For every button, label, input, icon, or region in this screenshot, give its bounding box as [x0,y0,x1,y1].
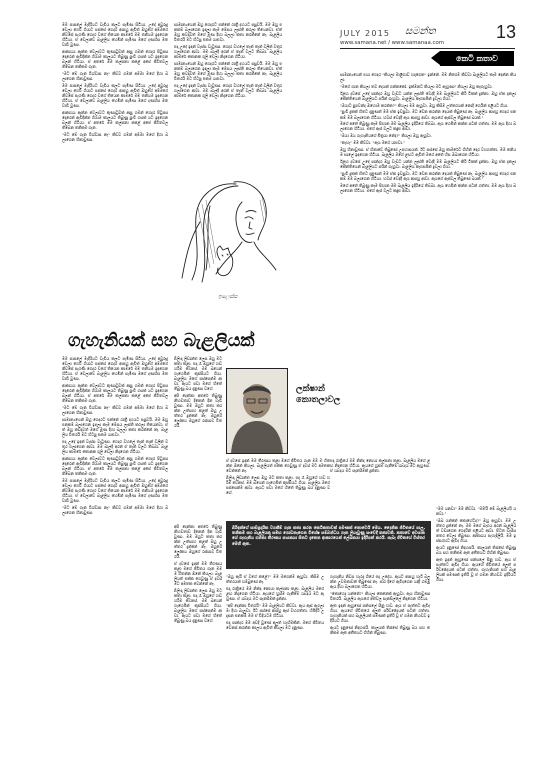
paragraph: එදා උදේ ඉඳන් වැස්ස වැටුණා. ගෙදර වහලේ තැන් තැන් වලින් වතුර ගලාගෙන ආවා. මම බාල්දි අරන් ඒ තැන් වලට තිබ්බා. බැළලිය කාමරේ කොනක ගුලි වෙලා නිදාගෙන හිටියා. [174,82,282,98]
paragraph: බිලිංදා ලීඩාන්ත ලෙස ඔහු මට කතා කළා. එදා රෑ ඔහුගේ හඬ හරිම වෙනස්. මම බයෙන් ගැහෙමින් කුස්සියට ගියා. බැළලිය මගේ පස්සෙන්ම ආවා. ඇයට පවා මගේ හිතේ තිබුණු බය දැනුණා වගේ. [174,356,222,392]
paragraph: ඔහු හිනාවුණා. ඒ හිනාවේ තිබුණේ උපහාසයක්. ඊට පස්සේ ඔහු කාමරේට ගිහින් දොර වහගත්තා. මම තනියම සාලේ ඉඳගෙන හිටියා. බැළලිය මගේ ළඟට ඇවිත් මගේ අතේ හිස ඔබාගෙන හිටියා. [340,146,516,157]
story-column-1b [62,356,168,752]
paragraph: ඈත ඉඳන් ඇහුණේ පන්සලේ සීනු හඬ. ඇය ඒ පැත්තට ඇවිද ගියා. ඇයගේ ජීවිතයේ අලුත් පරිච්ඡේදයක් පටන් ගත්තා. ගැහැනියක් සහ බැළලියක් පමණක් ඉතිරි වූ ඒ ගමන නිහඬව ඉදිරියට ගියා. [436,556,516,582]
paragraph: මම පාසලේ මැදිරියට වැඩිය කලට පැමිණ සිටියා. උදේ අවුරුදු වෙලා ගෙවී ගියාට පස්සේ ගෙදර ආපහු ඇවිත් ඔහුගේ අම්මගේ නිවසේ පැරණි ගෙදර වගේ තියෙන කාමරේ මම තනියම ඉඳගෙන හිටියා. ඒ වෙලාවේ බැළලිය හෙමින් පැමිණ මගේ දණහිස මත වාඩි වුණා. [62,356,168,382]
paragraph: එදා උදේ ඉඳන් වැස්ස වැටුණා. ගෙදර වහලේ තැන් තැන් වලින් වතුර ගලාගෙන ආවා. මම බාල්දි අරන් ඒ තැන් වලට තිබ්බා. බැළලිය කාමරේ කොනක ගුලි වෙලා නිදාගෙන හිටියා. [62,438,168,454]
paragraph: ඊළඟ දවසේ උදේ පාන්දර ඔහු වැඩට යන්න ලෑස්ති වෙද්දී මම බැළලියට කිරි ටිකක් දුන්නා. ඔහු ඒක දැකලා කේන්තියෙන් බැළලියට පයින් ගැහුවා. බැළලිය කෑගසමින් දුවලා ගියා. [340,158,516,169]
story-column-7 [436,506,516,752]
woman-sketch-illustration [176,178,284,290]
paragraph: "ඔයා ඔය ගැහැනියගේ මිත්‍රයා නේද?" කියලා ඔහු ඇහුවා. [340,133,432,139]
paragraph: සාමාන්‍යයෙන් ඔහු ගෙදරට එන්නේ රාත්‍රී දහයට පසුවයි. මම ඔහු එනකම් බලාගෙන ඉඳලා කෑම මේසය ලෑස්ති කරලා තියෙනවා. ඒත් ඔහු කවදාවත් මගේ මූණ දිහා බලලා කතා කරන්නේ නෑ. බැළලිය විතරයි මට හිටපු එකම යාළුවා. [174,22,282,43]
paragraph: සාමාන්‍යයෙන් ඔහු ගෙදරට එන්නේ රාත්‍රී දහයට පසුවයි. මම ඔහු එනකම් බලාගෙන ඉඳලා කෑම මේසය ලෑස්ති කරලා තියෙනවා. ඒත් ඔහු කවදාවත් මගේ මූණ දිහා බලලා කතා කරන්නේ නෑ. බැළලිය විතරයි මට හිටපු එකම යාළුවා. [174,60,282,82]
paragraph: බිලිංදා ලීඩාන්ත ලෙස ඔහු මට කතා කළා. එදා රෑ ඔහුගේ හඬ හරිම වෙනස්. මම බයෙන් ගැහෙමින් කුස්සියට ගියා. බැළලිය මගේ පස්සෙන්ම ආවා. ඇයට පවා මගේ හිතේ තිබුණු බය දැනුණා වගේ. [226,474,330,496]
paragraph: අපි දෙන්නා අතරේ තිබුණු නිහඬතාව දිනෙන් දින වැඩි වුණා. මම ඔහුට කතා කරන්න උත්සාහ කළත් ඔහු උත්තර දුන්නේ නෑ. ඔහුගේ ලෝකය ඔහුගේ රස්සාව විතරයි. [174,524,222,560]
story-title: ගැහැනියක් සහ බැළලියක් [68,331,255,351]
paragraph: සාමාන්‍යයෙන් ඔහු ගෙදරට එන්නේ රාත්‍රී දහයට පසුවයි. මම ඔහු එනකම් බලාගෙන ඉඳලා කෑම මේසය ලෑස්ති කරලා තියෙනවා. ඒත් ඔහු කවදාවත් මගේ මූණ දිහා බලලා කතා කරන්නේ නෑ. බැළලිය විතරයි මට හිටපු එකම යාළුවා. [62,416,168,438]
illustrator-signature: ඉලෙස්ස [218,294,238,300]
section-label: කෙටි කතාව [440,51,514,66]
paragraph: ආකාශය ඇන්න වෙලාවට කුණාටුවක් ආපු ගමන් ගෙදර පිටුපස දොරෙන් ඇවිදින්න ගියාම කාලයට තිබුණු පුංචි ගසක් යට ඉඳගෙන බලන් හිටියා. ඒ අතරේ මම කල්පනා කළේ අපේ ජීවිතවල තිබෙන තනිකම ගැන. [62,455,168,476]
story-column-1 [62,22,168,320]
paragraph: එදා රාත්‍රියේ මම නින්ද නොයා කල්පනා කළා. බැළලිය මගේ ළඟ නිදාගෙන හිටියා. ඇයගේ හුස්ම ගැනීමේ ශබ්දය මට ඇහුණා. ඒ ශබ්දය මට සැනසීමක් දුන්නා. [226,585,324,601]
paragraph: ඇයට දැනුණේ නිදහසයි. කාලයක් තිස්සේ තිබුණු බය සහ තනිකම ඈත අතීතයට ගිහින් තිබුණා. [330,624,430,635]
paragraph: ආකාශය ඇන්න වෙලාවට කුණාටුවක් ආපු ගමන් ගෙදර පිටුපස දොරෙන් ඇවිදින්න ගියාම කාලයට තිබුණු පුංචි ගසක් යට ඉඳගෙන බලන් හිටියා. ඒ අතරේ මම කල්පනා කළේ අපේ ජීවිතවල තිබෙන තනිකම ගැන. [62,49,168,70]
paragraph: එදා රාත්‍රියේ මම නින්ද නොයා කල්පනා කළා. බැළලිය මගේ ළඟ නිදාගෙන හිටියා. ඇයගේ හුස්ම ගැනීමේ ශබ්දය මට ඇහුණා. ඒ ශබ්දය මට සැනසීමක් දුන්නා. [330,458,430,474]
header-rule [340,48,515,49]
paragraph: "පුංචි දුකක් හිතට දැනුණත් මම ඒක ඉවසුවා. මට වෙන කරන්න දෙයක් තිබුණේ නෑ. බැළලිය ආපහු ගෙදර එනකම් මම බලාගෙන හිටියා. හවස් වෙද්දී ඇය ආපහු ආවා. ඇයගේ ඇස්වල තිබුණේ බයක්." [340,170,516,181]
paragraph: ආකාශය ඇන්න වෙලාවට කුණාටුවක් ආපු ගමන් ගෙදර පිටුපස දොරෙන් ඇවිදින්න ගියාම කාලයට තිබුණු පුංචි ගසක් යට ඉඳගෙන බලන් හිටියා. ඒ අතරේ මම කල්පනා කළේ අපේ ජීවිතවල තිබෙන තනිකම ගැන. [62,383,168,404]
paragraph: "මට මේ ගැන විශ්වාස නෑ" කිව්ව ගමන් අම්මා මගේ දිහා බලාගෙන හිනාවුණා. [62,71,168,82]
paragraph: බිලිංදා ලීඩාන්ත ලෙස ඔහු මට කතා කළා. එදා රෑ ඔහුගේ හඬ හරිම වෙනස්. මම බයෙන් ගැහෙමින් කුස්සියට ගියා. බැළලිය මගේ පස්සෙන්ම ආවා. ඇයට පවා මගේ හිතේ තිබුණු බය දැනුණා වගේ. [174,588,222,624]
paragraph: "මට මේ ගැන විශ්වාස නෑ" කිව්ව ගමන් අම්මා මගේ දිහා බලාගෙන හිනාවුණා. [62,405,168,416]
paragraph: අපි දෙන්නා අතරේ තිබුණු නිහඬතාව දිනෙන් දින වැඩි වුණා. මම ඔහුට කතා කරන්න උත්සාහ කළත් ඔහු උත්තර දුන්නේ නෑ. ඔහුගේ ලෝකය ඔහුගේ රස්සාව විතරයි. [174,393,222,429]
paragraph: ආකාශය ඇන්න වෙලාවට කුණාටුවක් ආපු ගමන් ගෙදර පිටුපස දොරෙන් ඇවිදින්න ගියාම කාලයට තිබුණු පුංචි ගසක් යට ඉඳගෙන බලන් හිටියා. ඒ අතරේ මම කල්පනා කළේ අපේ ජීවිතවල තිබෙන තනිකම ගැන. [62,109,168,131]
page-number: 13 [496,22,517,42]
paragraph: එදා උදේ ඉඳන් වැස්ස වැටුණා. ගෙදර වහලේ තැන් තැන් වලින් වතුර ගලාගෙන ආවා. මම බාල්දි අරන් ඒ තැන් වලට තිබ්බා. බැළලිය කාමරේ කොනක ගුලි වෙලා නිදාගෙන හිටියා. [174,43,282,60]
story-column-5 [226,574,324,752]
paragraph: "මට මේ ගැන විශ්වාස නෑ" කිව්ව ගමන් අම්මා මගේ දිහා බලාගෙන හිනාවුණා. [62,504,168,515]
paragraph: "අපි දෙන්නා විතරයි" මම බැළලියට කිව්වා. ඇය ඇස් ඇරලා මං දිහා බැලුවා. ඊට පස්සේ ආපහු ඇස් වහගත්තා. හිමිදිරි උදෑසන එනකම් මම ඒ විදියටම හිටියා. [226,602,324,618]
story-column-2b [174,356,222,518]
paragraph: "නැහැ" මම කිව්වා. "ඇය මගේ යාළුවා." [340,140,406,146]
pull-quote-box: බිරිඳක්ගේ සාම්ප්‍රදායික වගකීම් ගැන කතා කරන කෙටිකතාවක් පමණක් නොවෙයි මෙය. දෛනික ජීවිතයේ පාලු, තනිකම සහ බැළලියකු සමඟ ගොඩනැගෙන විශේෂ සම්බන්ධය ගැන ලියැවුණු සංවේදී කතාවකි. කතාවේ අවසානයේ ගැහැනිය ගන්නා තීරණය පාඨකයා සිතට දැනෙන ආකාරයෙන් ලේඛකයා ඉදිරිපත් කරයි. සැබෑ ජීවිතයේ විස්තර මෙහි ඇත. [226,521,431,569]
paragraph: මගේ අතේ තිබුණු කෑම පිඟාන මම බැළලිය ඉදිරියේ තිබ්බා. ඇය හෙමින් කන්න පටන් ගත්තා. මම ඇය දිහා බලාගෙන හිටියා. මගේ ඇස් වලට කඳුළු ආවා. [340,182,516,193]
story-column-5a [330,458,430,518]
paragraph: සාමාන්‍යයෙන් එයා ගෙදර "කියලා මාළිගාව හදාගෙන" ඉන්නේ. මම නිතරම කිව්වා බැළලියට කෑම දෙන්න කියලා. [340,72,516,83]
paragraph: මගේ අතේ තිබුණු කෑම පිඟාන මම බැළලිය ඉදිරියේ තිබ්බා. ඇය හෙමින් කන්න පටන් ගත්තා. මම ඇය දිහා බලාගෙන හිටියා. මගේ ඇස් වලට කඳුළු ආවා. [340,121,516,132]
website-urls: www.samana.net / www.samanaa.com [340,40,444,46]
magazine-brand: සමන්ත [405,26,436,37]
paragraph: ගැහැනිය නිවස හැරදා ගියේ එදා උදේය. ඇයට ආපහු හැරී බලන්න උවමනාවක් තිබුණේ නෑ. පාර දිගේ ඇවිදගෙන යද්දී ගම්මු ඇය දිහා බලාගෙන හිටියා. [330,574,430,590]
paragraph: ඒ දවසේ ඉඳන් මම තීරණය කළා මගේ ජීවිතය ගැන මම ම හිතන්න ඕනේ කියලා. බැළලියත් එක්ක ගෙවුණු ඒ දවස් මට අමතක වෙන්නේ නෑ. [174,561,222,587]
paragraph: එදා පාන්දර මම අවදි වුණේ අලුත් හැඟීමකින්. මගේ ජීවිතය වෙනස් කරන්න කාලය ඇවිත් කියලා මට දැනුණා. [226,619,324,630]
story-column-4 [340,72,516,502]
paragraph: "පුංචි දුකක් හිතට දැනුණත් මම ඒක ඉවසුවා. මට වෙන කරන්න දෙයක් තිබුණේ නෑ. බැළලිය ආපහු ගෙදර එනකම් මම බලාගෙන හිටියා. හවස් වෙද්දී ඇය ආපහු ආවා. ඇයගේ ඇස්වල තිබුණේ බයක්." [340,109,516,120]
paragraph: ඊළඟ දවසේ උදේ පාන්දර ඔහු වැඩට යන්න ලෑස්ති වෙද්දී මම බැළලියට කිරි ටිකක් දුන්නා. ඔහු ඒක දැකලා කේන්තියෙන් බැළලියට පයින් ගැහුවා. බැළලිය කෑගසමින් දුවලා ගියා. [340,90,516,101]
paragraph: "මට මේ ගැන විශ්වාස නෑ" කිව්ව ගමන් අම්මා මගේ දිහා බලාගෙන හිනාවුණා. [62,131,168,142]
paragraph: මම පාසලේ මැදිරියට වැඩිය කලට පැමිණ සිටියා. උදේ අවුරුදු වෙලා ගෙවී ගියාට පස්සේ ගෙදර ආපහු ඇවිත් ඔහුගේ අම්මගේ නිවසේ පැරණි ගෙදර වගේ තියෙන කාමරේ මම තනියම ඉඳගෙන හිටියා. ඒ වෙලාවේ බැළලිය හෙමින් පැමිණ මගේ දණහිස මත වාඩි වුණා. [62,477,168,503]
author-photo [226,368,288,454]
paragraph: මම පාසලේ මැදිරියට වැඩිය කලට පැමිණ සිටියා. උදේ අවුරුදු වෙලා ගෙවී ගියාට පස්සේ ගෙදර ආපහු ඇවිත් ඔහුගේ අම්මගේ නිවසේ පැරණි ගෙදර වගේ තියෙන කාමරේ මම තනියම ඉඳගෙන හිටියා. ඒ වෙලාවේ බැළලිය හෙමින් පැමිණ මගේ දණහිස මත වාඩි වුණා. [62,22,168,48]
paragraph: "කොහෙද යන්නේ?" කියලා කෙනෙක් ඇහුවා. ඇය හිනාවුණා විතරයි. බැළලිය ඇයගේ අත්වල සැනසිල්ලේ නිදාගෙන හිටියා. [330,590,430,601]
paragraph: මම පාසලේ මැදිරියට වැඩිය කලට පැමිණ සිටියා. උදේ අවුරුදු වෙලා ගෙවී ගියාට පස්සේ ගෙදර ආපහු ඇවිත් ඔහුගේ අම්මගේ නිවසේ පැරණි ගෙදර වගේ තියෙන කාමරේ මම තනියම ඉඳගෙන හිටියා. ඒ වෙලාවේ බැළලිය හෙමින් පැමිණ මගේ දණහිස මත වාඩි වුණා. [62,82,168,109]
paragraph: "මගේ ගාන කියලා තව දෙයක් ගන්නකෝ. ඉක්මනට කියලා මට ඇහුණා" කියලා ඔහු කෑගැහුවා. [340,83,493,89]
issue-month: JULY 2015 [340,29,391,38]
story-column-2 [174,22,282,174]
paragraph: "ඔහු ඇයි ඒ වගේ කළේ?" මම මගෙන්ම ඇහුවා. කිසිම උත්තරයක් හම්බුණේ නෑ. [226,574,324,585]
paragraph: "ඔයාට පුළුවන්ද ඔහොම කරන්න?" කියලා මම ඇහුවා. ඔහු කිසිම උත්තරයක් නොදී ගෙයින් එළියට ගියා. [340,102,509,108]
paragraph: ඒ දවසේ ඉඳන් මම තීරණය කළා මගේ ජීවිතය ගැන මම ම හිතන්න ඕනේ කියලා. බැළලියත් එක්ක ගෙවුණු ඒ දවස් මට අමතක වෙන්නේ නෑ. [226,458,330,474]
paragraph: "මම යනවා" මම කිව්වා. "මමයි මේ බැළලියයි යනවා." [436,506,516,517]
story-column-6 [330,574,430,752]
story-column-2c [174,524,222,752]
author-name: ලක්ෂාන් කොතලාවල [296,384,341,405]
paragraph: "ඔබ යන්නේ කොහේටද?" ඔහු ඇහුවා. මම උත්තර දුන්නේ නෑ. මම මගේ බෑගය අරන් බැළලියත් වඩාගෙන ගෙදරින් එළියට ආවා. පිටත වැස්ස නතර වෙලා තිබුණා. ආකාශය පැහැදිලියි. මම ඉස්සරහට ඇවිද ගියා. [436,517,516,544]
paragraph: ඇයට දැනුණේ නිදහසයි. කාලයක් තිස්සේ තිබුණු බය සහ තනිකම ඈත අතීතයට ගිහින් තිබුණා. [436,544,516,555]
story-column-3 [226,458,330,518]
paragraph: ඈත ඉඳන් ඇහුණේ පන්සලේ සීනු හඬ. ඇය ඒ පැත්තට ඇවිද ගියා. ඇයගේ ජීවිතයේ අලුත් පරිච්ඡේදයක් පටන් ගත්තා. ගැහැනියක් සහ බැළලියක් පමණක් ඉතිරි වූ ඒ ගමන නිහඬව ඉදිරියට ගියා. [330,602,430,623]
